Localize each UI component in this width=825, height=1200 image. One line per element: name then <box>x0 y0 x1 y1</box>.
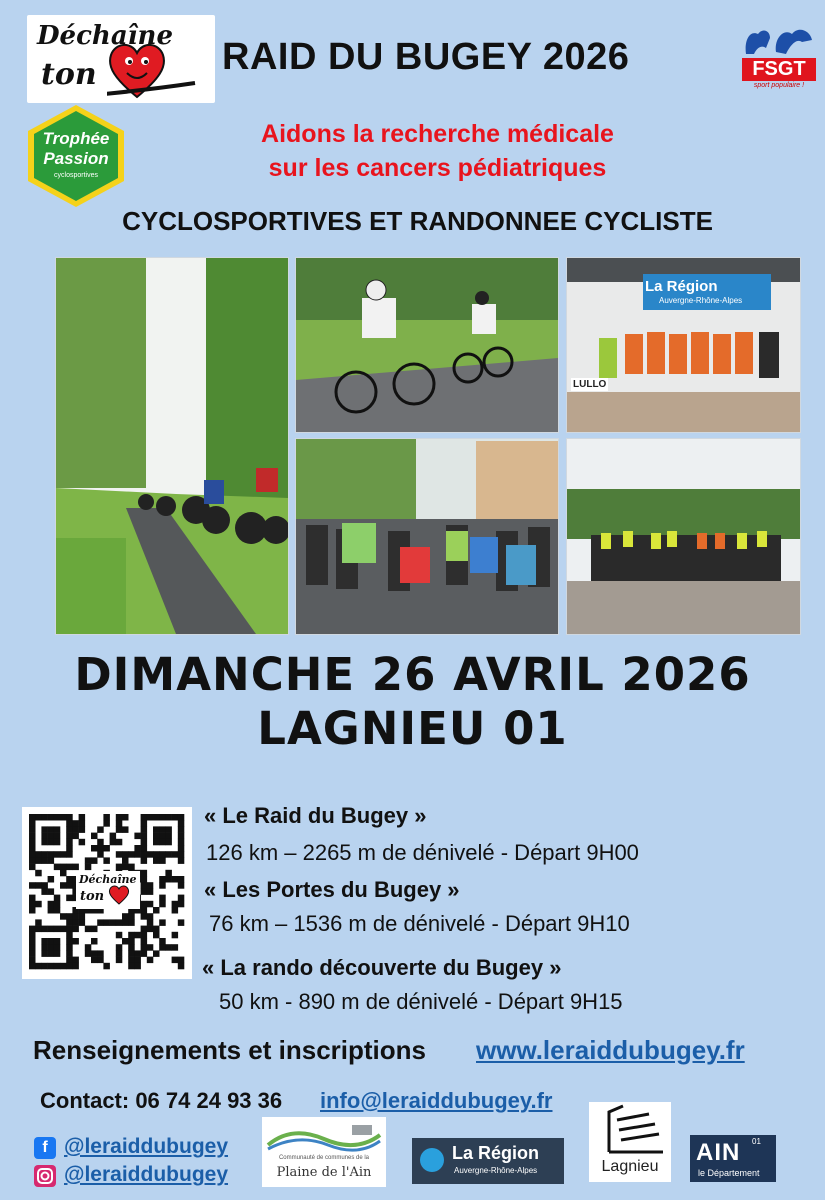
instagram-handle[interactable]: @leraiddubugey <box>64 1163 229 1186</box>
cause-line-1: Aidons la recherche médicale <box>261 120 614 148</box>
sign-text: LULLO <box>573 379 607 390</box>
ain-sub: le Département <box>698 1168 760 1178</box>
qr-logo-word-2: ton <box>80 889 105 904</box>
page-title: RAID DU BUGEY 2026 <box>222 36 630 78</box>
route-2-details: 76 km – 1536 m de dénivelé - Départ 9H10 <box>209 911 630 936</box>
fsgt-slogan: sport populaire ! <box>753 82 805 89</box>
trophee-sublabel: cyclosportives <box>54 172 98 179</box>
route-1-name: « Le Raid du Bugey » <box>204 803 427 828</box>
fsgt-mascot-icon <box>740 24 818 58</box>
contact-phone: Contact: 06 74 24 93 36 <box>40 1088 283 1113</box>
photo-region-team <box>566 257 801 433</box>
route-3-details: 50 km - 890 m de dénivelé - Départ 9H15 <box>219 989 623 1014</box>
dechaine-ton-coeur-logo <box>27 15 215 103</box>
la-region-logo <box>412 1138 564 1184</box>
logo-word-dechaine: Déchaîne <box>37 21 173 51</box>
fsgt-label: FSGT <box>742 58 816 81</box>
registration-label: Renseignements et inscriptions <box>33 1035 426 1065</box>
trophee-word: Trophée <box>42 129 110 148</box>
qr-logo-word-1: Déchaîne <box>79 873 137 886</box>
event-place: LAGNIEU 01 <box>257 702 568 755</box>
lagnieu-label: Lagnieu <box>601 1158 659 1175</box>
landscape-wave-icon <box>262 1117 386 1153</box>
photo-cyclists-road <box>55 257 289 635</box>
ain-label: AIN <box>696 1139 741 1166</box>
heart-icon <box>107 39 197 101</box>
route-1-details: 126 km – 2265 m de dénivelé - Départ 9H00 <box>206 840 639 865</box>
region-logo-title: La Région <box>452 1143 540 1163</box>
region-banner-title: La Région <box>645 278 718 295</box>
region-banner-sub: Auvergne-Rhône-Alpes <box>659 296 743 305</box>
passion-word: Passion <box>43 149 109 168</box>
lagnieu-logo <box>589 1102 671 1182</box>
qr-heart-icon <box>108 885 130 905</box>
region-circle-icon <box>420 1148 444 1172</box>
instagram-icon[interactable] <box>34 1165 56 1187</box>
plaine-name: Plaine de l'Ain <box>276 1165 372 1180</box>
email-link[interactable]: info@leraiddubugey.fr <box>320 1088 553 1113</box>
event-subtitle: CYCLOSPORTIVES ET RANDONNEE CYCLISTE <box>122 206 713 236</box>
plaine-de-lain-logo <box>262 1117 386 1187</box>
event-date: DIMANCHE 26 AVRIL 2026 <box>74 648 751 701</box>
route-2-name: « Les Portes du Bugey » <box>204 877 460 902</box>
photo-two-cyclists <box>295 257 559 433</box>
lagnieu-emblem-icon <box>589 1102 671 1158</box>
region-logo-sub: Auvergne-Rhône-Alpes <box>454 1166 538 1175</box>
website-link[interactable]: www.leraiddubugey.fr <box>476 1035 745 1065</box>
photo-group-volunteers <box>566 438 801 635</box>
facebook-icon[interactable]: f <box>34 1137 56 1159</box>
cause-line-2: sur les cancers pédiatriques <box>268 154 607 182</box>
ain-departement-logo <box>690 1135 776 1182</box>
photo-peloton-start <box>295 438 559 635</box>
route-3-name: « La rando découverte du Bugey » <box>202 955 562 980</box>
logo-word-ton: ton <box>41 57 97 92</box>
plaine-small-label: Communauté de communes de la <box>278 1155 370 1161</box>
facebook-handle[interactable]: @leraiddubugey <box>64 1135 229 1158</box>
ain-number: 01 <box>752 1137 761 1146</box>
qr-logo <box>76 871 140 909</box>
qr-code[interactable] <box>22 807 192 979</box>
fsgt-logo <box>740 24 818 94</box>
